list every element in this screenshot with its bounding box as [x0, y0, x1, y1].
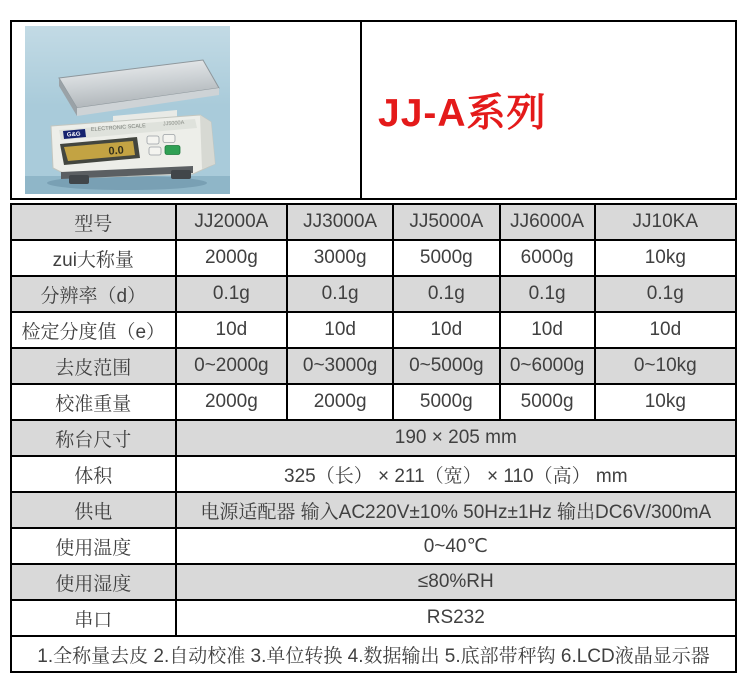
spec-row	[11, 384, 736, 420]
spec-value: 0.1g	[393, 276, 500, 312]
scale-foot-left	[69, 175, 89, 184]
spec-span-value: 190 × 205 mm	[176, 420, 736, 456]
spec-span-row	[11, 600, 736, 636]
spec-span-value: 325（长） × 211（宽） × 110（高） mm	[176, 456, 736, 492]
spec-span-value: 0~40℃	[176, 528, 736, 564]
scale-foot-right	[171, 170, 191, 179]
spec-row	[11, 240, 736, 276]
spec-value: 2000g	[176, 240, 288, 276]
spec-value: 5000g	[393, 384, 500, 420]
spec-span-row	[11, 492, 736, 528]
spec-value: 10kg	[595, 240, 736, 276]
spec-value: 5000g	[393, 240, 500, 276]
column-header-label: 型号	[11, 204, 176, 240]
spec-row	[11, 312, 736, 348]
product-photo	[25, 26, 230, 194]
row-label: 检定分度值（e）	[11, 312, 176, 348]
row-label: 供电	[11, 492, 176, 528]
button-2	[163, 135, 175, 143]
spec-span-value: RS232	[176, 600, 736, 636]
spec-value: 0~10kg	[595, 348, 736, 384]
spec-value: 0.1g	[500, 276, 595, 312]
spec-value: 6000g	[500, 240, 595, 276]
spec-value: 10d	[287, 312, 393, 348]
column-header-model: JJ6000A	[500, 204, 595, 240]
brand-label-text: ELECTRONIC SCALE	[90, 123, 147, 133]
spec-value: 0~3000g	[287, 348, 393, 384]
row-label: 体积	[11, 456, 176, 492]
row-label: 称台尺寸	[11, 420, 176, 456]
brand-logo-text: G&G	[66, 131, 81, 139]
spec-row	[11, 348, 736, 384]
button-1	[147, 136, 159, 144]
row-label: 串口	[11, 600, 176, 636]
header-panel	[10, 20, 737, 200]
spec-value: 10d	[176, 312, 288, 348]
row-label: 分辨率（d）	[11, 276, 176, 312]
spec-value: 10kg	[595, 384, 736, 420]
spec-value: 3000g	[287, 240, 393, 276]
product-photo-cell	[12, 22, 362, 198]
spec-span-row	[11, 564, 736, 600]
column-header-model: JJ3000A	[287, 204, 393, 240]
row-label: 去皮范围	[11, 348, 176, 384]
spec-value: 0~2000g	[176, 348, 288, 384]
title-cell	[362, 22, 735, 198]
features-text: 1.全称量去皮 2.自动校准 3.单位转换 4.数据输出 5.底部带秤钩 6.LCD液晶显示器	[11, 636, 736, 672]
features-row	[11, 636, 736, 672]
model-header-row	[11, 204, 736, 240]
lcd-display-value: 0.0	[108, 144, 125, 158]
spec-value: 2000g	[287, 384, 393, 420]
spec-value: 0.1g	[176, 276, 288, 312]
row-label: zui大称量	[11, 240, 176, 276]
button-3	[149, 147, 161, 155]
column-header-model: JJ2000A	[176, 204, 288, 240]
column-header-model: JJ5000A	[393, 204, 500, 240]
spec-value: 5000g	[500, 384, 595, 420]
spec-span-row	[11, 420, 736, 456]
row-label: 使用温度	[11, 528, 176, 564]
column-header-model: JJ10KA	[595, 204, 736, 240]
spec-span-value: 电源适配器 输入AC220V±10% 50Hz±1Hz 输出DC6V/300mA	[176, 492, 736, 528]
spec-value: 0.1g	[287, 276, 393, 312]
spec-value: 10d	[500, 312, 595, 348]
row-label: 使用湿度	[11, 564, 176, 600]
spec-value: 2000g	[176, 384, 288, 420]
spec-sheet	[10, 20, 737, 673]
spec-value: 0~5000g	[393, 348, 500, 384]
spec-span-row	[11, 528, 736, 564]
spec-span-row	[11, 456, 736, 492]
spec-row	[11, 276, 736, 312]
series-title: JJ-A系列	[378, 92, 547, 135]
spec-value: 10d	[595, 312, 736, 348]
row-label: 校准重量	[11, 384, 176, 420]
spec-value: 0.1g	[595, 276, 736, 312]
model-label-text: JJ5000A	[162, 120, 185, 128]
spec-value: 10d	[393, 312, 500, 348]
spec-value: 0~6000g	[500, 348, 595, 384]
spec-span-value: ≤80%RH	[176, 564, 736, 600]
tare-button	[165, 146, 180, 155]
spec-table	[10, 203, 737, 673]
